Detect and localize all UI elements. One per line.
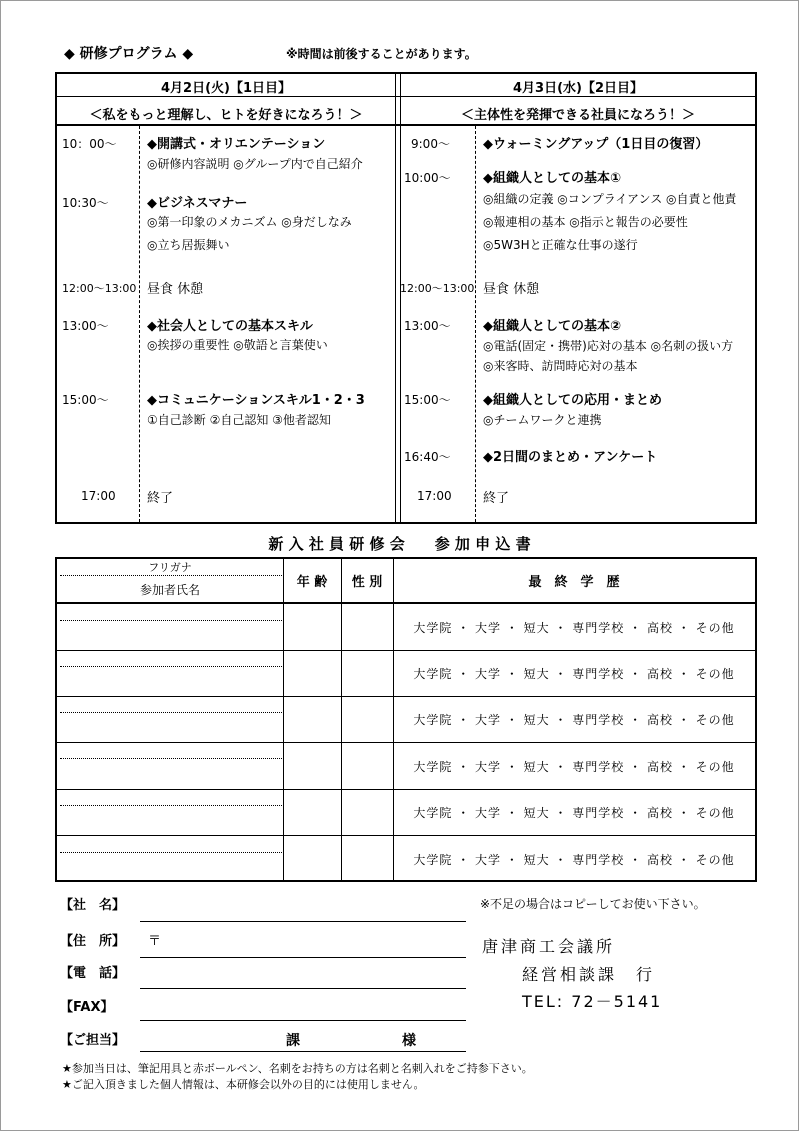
contact-label: 【ご担当】 [60,1033,126,1048]
contact-field[interactable] [140,1051,466,1052]
education-options[interactable]: 大学院 ・ 大学 ・ 短大 ・ 専門学校 ・ 高校 ・ その他 [413,760,735,774]
education-options[interactable]: 大学院 ・ 大学 ・ 短大 ・ 専門学校 ・ 高校 ・ その他 [413,667,735,681]
day1-session-detail: ◎第一印象のメカニズム ◎身だしなみ [147,215,352,229]
organization-name: 唐津商工会議所 [482,937,616,956]
day2-theme: ＜主体性を発揮できる社員になろう！＞ [460,108,695,123]
copy-note: ※不足の場合はコピーしてお使い下さい。 [480,897,706,911]
furigana-field[interactable] [60,805,282,806]
footer-note: ★参加当日は、筆記用具と赤ボールペン、名刺をお持ちの方は名刺と名刺入れをご持参下さい。 [62,1062,533,1075]
day2-session-detail: ◎来客時、訪問時応対の基本 [483,359,638,373]
day2-time: 12:00～13:00 [400,282,475,295]
day1-session-title: ◆開講式・オリエンテーション [147,137,326,152]
day2-session-detail: ◎報連相の基本 ◎指示と報告の必要性 [483,215,688,229]
day1-time: 10：00～ [62,137,117,151]
section-title: ◆ 研修プログラム ◆ [64,46,194,62]
day2-time: 15:00～ [404,393,451,407]
day2-time: 16:40～ [404,450,451,464]
day1-session-detail: ◎研修内容説明 ◎グループ内で自己紹介 [147,157,363,171]
day2-session-detail: ◎組織の定義 ◎コンプライアンス ◎自責と他責 [483,192,737,206]
day-divider [395,74,396,522]
furigana-header: フリガナ [148,561,192,574]
fax-label: 【FAX】 [60,1000,114,1015]
day2-time: 13:00～ [404,319,451,333]
furigana-field[interactable] [60,758,282,759]
education-options[interactable]: 大学院 ・ 大学 ・ 短大 ・ 専門学校 ・ 高校 ・ その他 [413,621,735,635]
phone-label: 【電 話】 [60,966,126,981]
furigana-field[interactable] [60,666,282,667]
dept-suffix: 課 [286,1033,300,1049]
address-label: 【住 所】 [60,934,126,949]
address-field[interactable] [140,957,466,958]
name-header: 参加者氏名 [139,583,200,597]
day1-session-title: ◆コミュニケーションスキル1・2・3 [147,393,365,408]
day1-lunch: 昼食 休憩 [147,282,204,297]
time-note: ※時間は前後することがあります。 [286,47,477,61]
day1-session-title: ◆ビジネスマナー [147,196,248,211]
company-name-label: 【社 名】 [60,898,126,913]
department-name: 経営相談課 行 [522,965,656,984]
day1-time: 13:00～ [62,319,109,333]
day2-time: 9:00～ [411,137,450,151]
furigana-field[interactable] [60,852,282,853]
day2-lunch: 昼食 休憩 [483,282,540,297]
day1-time: 15:00～ [62,393,109,407]
day1-theme: ＜私をもっと理解し、ヒトを好きになろう！＞ [89,108,363,123]
education-options[interactable]: 大学院 ・ 大学 ・ 短大 ・ 専門学校 ・ 高校 ・ その他 [413,713,735,727]
day2-session-title: ◆組織人としての応用・まとめ [483,393,662,408]
age-header: 年 齢 [296,575,328,590]
education-options[interactable]: 大学院 ・ 大学 ・ 短大 ・ 専門学校 ・ 高校 ・ その他 [413,853,735,867]
phone-field[interactable] [140,988,466,989]
day1-session-detail: ①自己診断 ②自己認知 ③他者認知 [147,413,331,427]
fax-field[interactable] [140,1020,466,1021]
form-title: 新 入 社 員 研 修 会 参 加 申 込 書 [268,535,531,553]
application-form-table [55,557,757,882]
day1-session-title: ◆社会人としての基本スキル [147,319,313,334]
day1-time: 12:00～13:00 [62,282,137,295]
day1-date: 4月2日(火)【1日目】 [160,81,292,96]
day1-end: 終了 [147,491,174,506]
day2-session-title: ◆ウォーミングアップ（1日目の復習） [483,137,709,152]
furigana-field[interactable] [60,620,282,621]
day2-end: 終了 [483,491,510,506]
tel-number: TEL: 72－5141 [522,992,663,1011]
company-name-field[interactable] [140,921,466,922]
furigana-field[interactable] [60,712,282,713]
day2-session-title: ◆組織人としての基本② [483,319,622,334]
day2-date: 4月3日(水)【2日目】 [512,81,644,96]
honorific: 様 [402,1033,416,1049]
day2-time: 10:00～ [404,171,451,185]
day1-time: 10:30～ [62,196,109,210]
postal-mark: 〒 [148,934,162,949]
footer-note: ★ご記入頂きました個人情報は、本研修会以外の目的には使用しません。 [62,1078,425,1091]
day2-session-detail: ◎チームワークと連携 [483,413,602,427]
day2-session-title: ◆組織人としての基本① [483,171,622,186]
day1-session-detail: ◎立ち居振舞い [147,238,230,252]
program-table [55,72,757,524]
day2-session-detail: ◎5W3Hと正確な仕事の遂行 [483,238,638,252]
day2-session-title: ◆2日間のまとめ・アンケート [483,450,658,465]
day1-session-detail: ◎挨拶の重要性 ◎敬語と言葉使い [147,338,328,352]
day2-time: 17:00 [417,489,452,503]
education-options[interactable]: 大学院 ・ 大学 ・ 短大 ・ 専門学校 ・ 高校 ・ その他 [413,806,735,820]
education-header: 最 終 学 歴 [528,575,620,590]
day1-time: 17:00 [81,489,116,503]
day2-session-detail: ◎電話(固定・携帯)応対の基本 ◎名刺の扱い方 [483,339,734,353]
gender-header: 性 別 [351,575,383,590]
